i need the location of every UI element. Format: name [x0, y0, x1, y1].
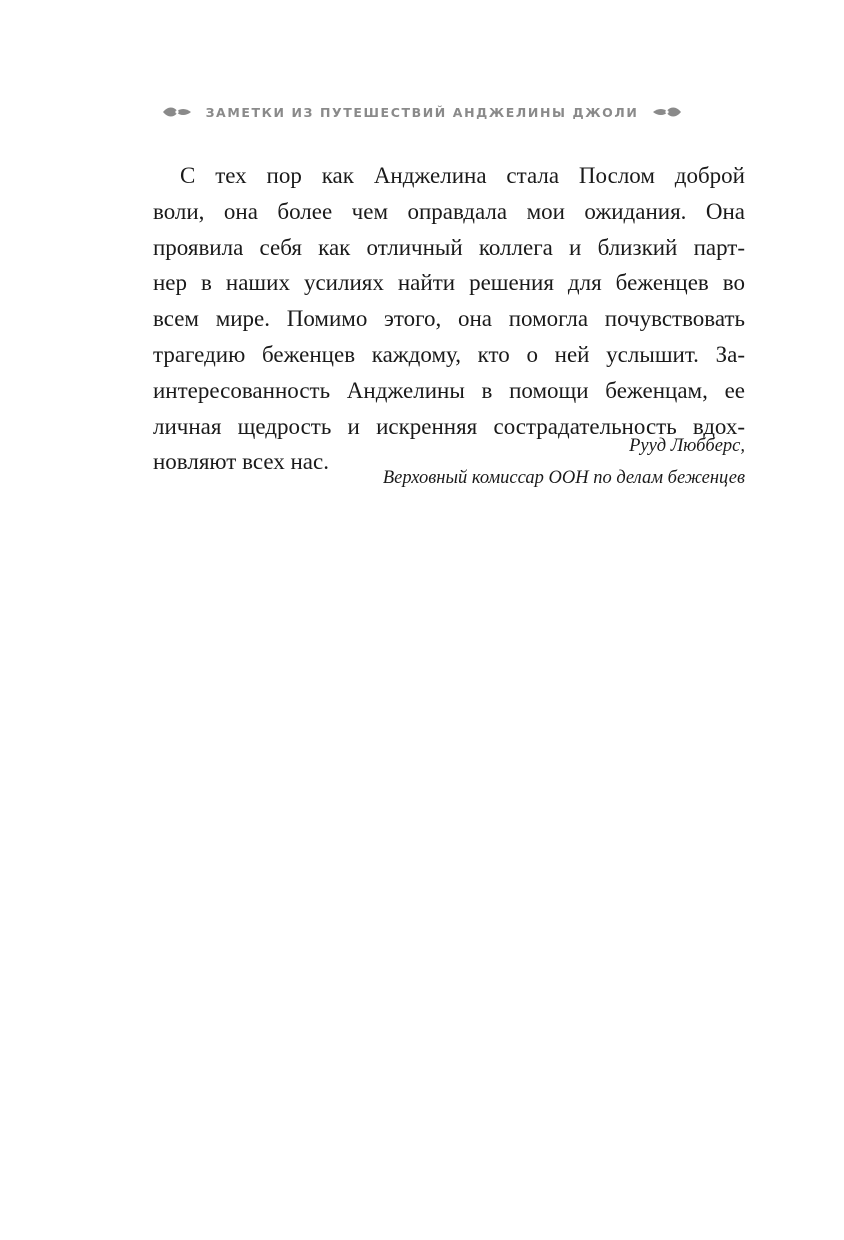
- quote-line: проявила себя как отличный коллега и близкий парт-: [153, 234, 745, 260]
- quote-line: интересованность Анджелины в помощи беженцам, ее: [153, 377, 745, 403]
- quote-line: С тех пор как Анджелина стала Послом доброй: [180, 163, 745, 188]
- leaf-ornament-right-icon: [652, 104, 682, 120]
- running-header-title: ЗАМЕТКИ ИЗ ПУТЕШЕСТВИЙ АНДЖЕЛИНЫ ДЖОЛИ: [205, 104, 639, 120]
- quote-line: всем мире. Помимо этого, она помогла почувствовать: [153, 306, 745, 332]
- quote-line: личная щедрость и искренняя сострадательность вдох-: [153, 413, 745, 439]
- quote-line: воли, она более чем оправдала мои ожидания. Она: [153, 198, 745, 224]
- quote-line: новляют всех нас.: [153, 449, 329, 475]
- attribution-author: Рууд Любберс,: [629, 436, 745, 456]
- quote-line: трагедию беженцев каждому, кто о ней услышит. За-: [153, 341, 745, 367]
- quote-attribution: [153, 430, 745, 494]
- attribution-role: Верховный комиссар ООН по делам беженцев: [382, 468, 745, 488]
- quote-line: нер в наших усилиях найти решения для беженцев во: [153, 270, 745, 296]
- running-header: [0, 104, 844, 120]
- leaf-ornament-left-icon: [162, 104, 192, 120]
